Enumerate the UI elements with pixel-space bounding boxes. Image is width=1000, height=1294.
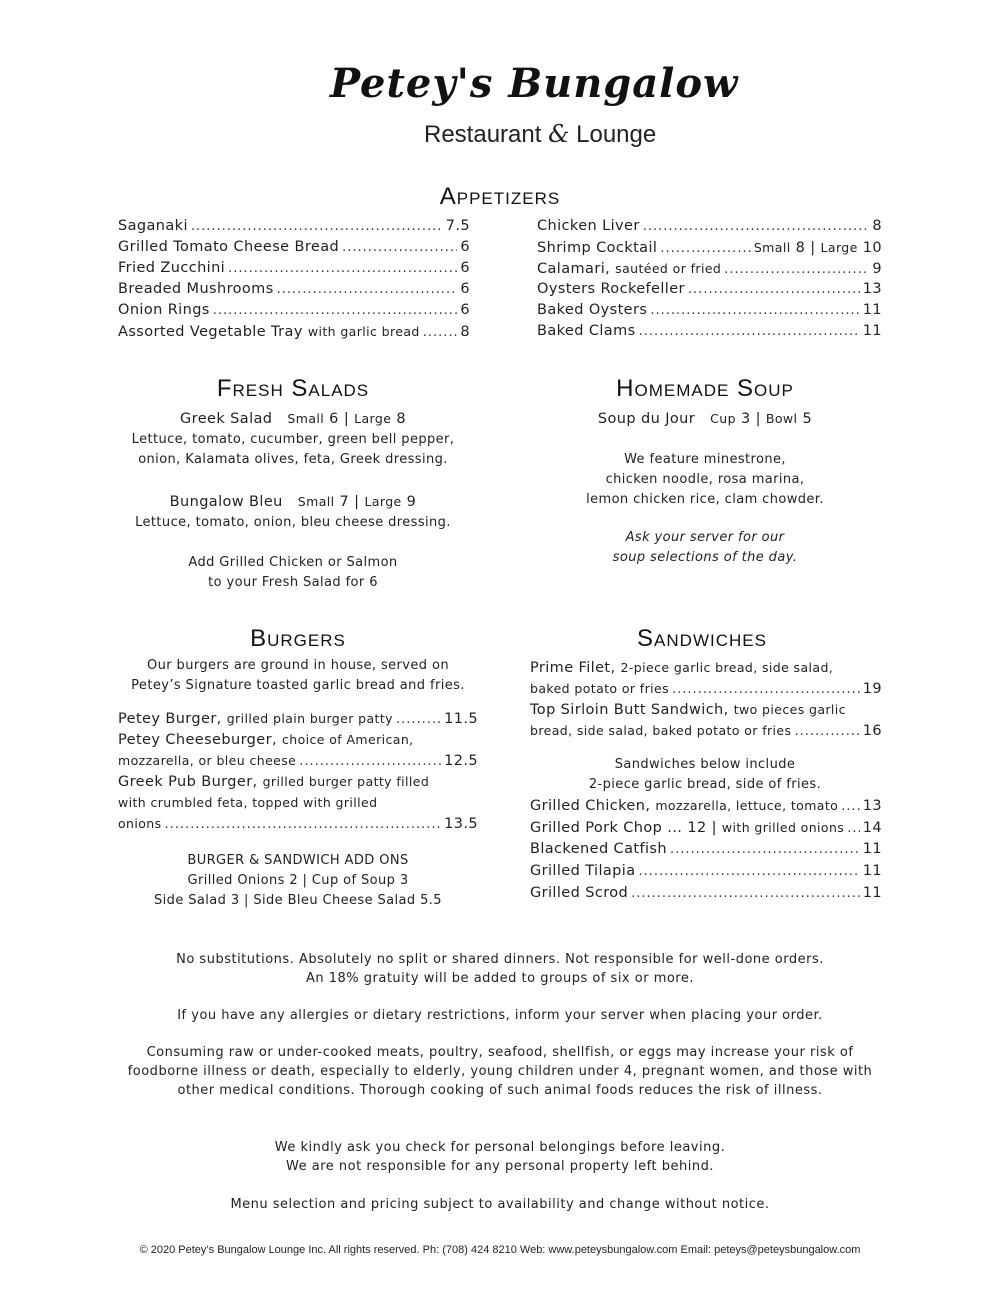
appetizers-heading: Appetizers [439, 183, 561, 210]
item-note: bread, side salad, baked potato or fries [530, 723, 792, 738]
fresh-salads-heading: Fresh Salads [216, 375, 370, 402]
item-name: Greek Pub Burger, [118, 774, 258, 790]
item-note: onions [118, 816, 162, 831]
soup-ask-text: soup selections of the day. [612, 550, 798, 565]
item-note: with garlic bread [307, 324, 420, 339]
item-description: onion, Kalamata olives, feta, Greek dressing. [138, 452, 448, 467]
menu-item [118, 300, 470, 321]
menu-item [537, 216, 882, 237]
item-name: Prime Filet, [530, 660, 616, 676]
menu-item [118, 321, 470, 342]
item-name: Shrimp Cocktail [537, 240, 658, 256]
size-label: Large [820, 240, 858, 255]
item-name: Calamari, [537, 261, 611, 277]
menu-item [537, 321, 882, 342]
item-description: Lettuce, tomato, onion, bleu cheese dressing. [135, 515, 451, 530]
item-note: grilled burger patty filled [262, 774, 430, 789]
item-name: Oysters Rockefeller [537, 281, 685, 297]
menu-item [537, 258, 882, 279]
pricing-notice-text: Menu selection and pricing subject to availability and change without notice. [230, 1197, 770, 1212]
item-price: 6 [460, 302, 470, 318]
item-price: 8 [460, 324, 470, 340]
item-price: 9 [872, 261, 882, 277]
item-price: 14 [862, 820, 882, 836]
sandwiches-note-text: Sandwiches below include [614, 757, 796, 772]
item-note: baked potato or fries [530, 681, 670, 696]
item-price: 13.5 [444, 816, 478, 832]
item-price: 13 [862, 281, 882, 297]
soup-feature-text: lemon chicken rice, clam chowder. [586, 492, 824, 507]
item-note: with grilled onions [721, 820, 845, 835]
item-note: mozzarella, lettuce, tomato [655, 798, 839, 813]
item-price: 8 [795, 240, 806, 256]
item-name: Top Sirloin Butt Sandwich, [530, 702, 729, 718]
item-name: Bungalow Bleu [169, 494, 283, 510]
item-name: Grilled Tomato Cheese Bread [118, 239, 340, 255]
burgers-list [118, 708, 478, 834]
item-note: with crumbled feta, topped with grilled [118, 795, 378, 810]
item-name: Grilled Pork Chop ... 12 | [530, 820, 717, 836]
item-name: Onion Rings [118, 302, 210, 318]
gratuity-text: An 18% gratuity will be added to groups of six or more. [305, 971, 694, 986]
greek-salad-line [98, 408, 488, 430]
menu-item [530, 795, 882, 816]
salad-addon-text: to your Fresh Salad for 6 [208, 575, 378, 590]
item-name: Baked Clams [537, 323, 636, 339]
soup-feature-text: We feature minestrone, [624, 452, 786, 467]
logo-subtitle-amp: & [548, 120, 570, 148]
item-price: 11 [862, 863, 882, 879]
item-price: 11 [862, 841, 882, 857]
item-name: Soup du Jour [597, 411, 696, 427]
homemade-soup-heading: Homemade Soup [616, 375, 794, 402]
consumer-warning-text: Consuming raw or under-cooked meats, poultry, seafood, shellfish, or eggs may increase your risk of [146, 1045, 854, 1060]
item-description: Lettuce, tomato, cucumber, green bell pepper, [131, 432, 455, 447]
size-label: Bowl [765, 411, 798, 426]
menu-item [118, 258, 470, 279]
size-label: Large [354, 411, 392, 426]
item-name: Greek Salad [180, 411, 273, 427]
sandwiches-heading: Sandwiches [637, 625, 767, 652]
consumer-warning-text: other medical conditions. Thorough cooking of such animal foods reduces the risk of illness. [177, 1083, 823, 1098]
size-label: Small [287, 411, 325, 426]
separator: | [354, 494, 360, 510]
item-name: Fried Zucchini [118, 260, 226, 276]
sandwiches-list [530, 657, 882, 741]
item-price: 6 [329, 411, 339, 427]
menu-item [530, 657, 882, 678]
sandwiches-items [530, 795, 882, 904]
menu-item [530, 699, 882, 720]
policy-text: No substitutions. Absolutely no split or shared dinners. Not responsible for well-done orders. [176, 952, 824, 967]
item-note: mozzarella, or bleu cheese [118, 753, 297, 768]
item-note: sautéed or fried [615, 261, 722, 276]
item-name: Blackened Catfish [530, 841, 667, 857]
item-name: Assorted Vegetable Tray [118, 324, 303, 340]
fresh-salads-section [98, 408, 488, 593]
menu-item [530, 839, 882, 860]
burgers-intro-text: Our burgers are ground in house, served on [147, 658, 449, 673]
salad-addon-text: Add Grilled Chicken or Salmon [188, 555, 398, 570]
size-label: Cup [710, 411, 736, 426]
menu-item [118, 237, 470, 258]
copyright-line: © 2020 Petey’s Bungalow Lounge Inc. All rights reserved. Ph: (708) 424 8210 Web: www.peteysbungalow.com Email: peteys@peteysbungalow.com [139, 1244, 861, 1256]
item-name: Grilled Tilapia [530, 863, 636, 879]
addons-section [98, 851, 498, 911]
item-price: 7 [339, 494, 350, 510]
item-price: 7.5 [445, 218, 470, 234]
footer-notices [60, 950, 940, 1214]
addons-text: Grilled Onions 2 | Cup of Soup 3 [187, 873, 409, 888]
item-price: 11 [862, 323, 882, 339]
item-price: 8 [872, 218, 882, 234]
addons-title: BURGER & SANDWICH ADD ONS [187, 853, 409, 868]
item-price: 12.5 [444, 753, 478, 769]
appetizers-right-column [537, 216, 882, 342]
soup-ask-text: Ask your server for our [625, 530, 785, 545]
burgers-intro [98, 656, 498, 696]
menu-item-cont [118, 750, 478, 771]
item-name: Petey Cheeseburger, [118, 732, 277, 748]
burgers-heading: Burgers [250, 625, 346, 652]
menu-item [118, 708, 478, 729]
menu-item [118, 279, 470, 300]
logo-subtitle-lounge: Lounge [576, 121, 657, 148]
item-name: Saganaki [118, 218, 188, 234]
item-note: choice of American, [282, 732, 414, 747]
item-note: grilled plain burger patty [226, 711, 393, 726]
item-name: Grilled Chicken, [530, 798, 651, 814]
separator: | [755, 411, 761, 427]
logo-subtitle [424, 120, 656, 149]
item-price: 3 [740, 411, 751, 427]
menu-item [537, 279, 882, 300]
menu-item [537, 300, 882, 321]
sandwiches-note-text: 2-piece garlic bread, side of fries. [588, 777, 822, 792]
item-note: two pieces garlic [733, 702, 846, 717]
menu-item [530, 883, 882, 904]
item-price: 11.5 [444, 711, 478, 727]
menu-item-cont [530, 720, 882, 741]
separator: | [343, 411, 350, 427]
soup-feature-text: chicken noodle, rosa marina, [605, 472, 805, 487]
belongings-text: We are not responsible for any personal property left behind. [286, 1159, 714, 1174]
menu-item-cont [118, 813, 478, 834]
bungalow-bleu-line [98, 491, 488, 513]
menu-item [118, 729, 478, 750]
menu-item-cont [530, 678, 882, 699]
homemade-soup-section [520, 408, 890, 568]
item-price: 9 [406, 494, 417, 510]
menu-item-cont [118, 792, 478, 813]
item-price: 11 [862, 302, 882, 318]
item-note: 2-piece garlic bread, side salad, [620, 660, 834, 675]
item-price: 19 [862, 681, 882, 697]
item-price: 6 [460, 260, 470, 276]
menu-item [530, 861, 882, 882]
size-label: Small [297, 494, 335, 509]
menu-item [530, 817, 882, 838]
allergy-text: If you have any allergies or dietary restrictions, inform your server when placing your order. [177, 1008, 823, 1023]
item-name: Petey Burger, [118, 711, 222, 727]
size-label: Small [753, 240, 791, 255]
soup-du-jour-line [520, 408, 890, 430]
item-price: 5 [802, 411, 813, 427]
separator: | [810, 240, 816, 256]
item-price: 10 [862, 240, 882, 256]
menu-item [118, 771, 478, 792]
belongings-text: We kindly ask you check for personal belongings before leaving. [274, 1140, 726, 1155]
item-price: 8 [396, 411, 406, 427]
appetizers-left-column [118, 216, 470, 342]
menu-item [537, 237, 882, 258]
item-name: Chicken Liver [537, 218, 640, 234]
burgers-intro-text: Petey’s Signature toasted garlic bread and fries. [131, 678, 465, 693]
item-name: Baked Oysters [537, 302, 648, 318]
menu-item [118, 216, 470, 237]
logo-subtitle-restaurant: Restaurant [424, 121, 542, 148]
addons-text: Side Salad 3 | Side Bleu Cheese Salad 5.5 [154, 893, 442, 908]
item-price: 16 [862, 723, 882, 739]
item-price: 6 [460, 239, 470, 255]
size-label: Large [364, 494, 402, 509]
sandwiches-below-note [520, 755, 890, 795]
item-name: Breaded Mushrooms [118, 281, 274, 297]
restaurant-logo: Petey's Bungalow [330, 60, 739, 107]
consumer-warning-text: foodborne illness or death, especially to elderly, young children under 4, pregnant women, and those with [127, 1064, 873, 1079]
item-price: 11 [862, 885, 882, 901]
item-name: Grilled Scrod [530, 885, 629, 901]
item-price: 6 [460, 281, 470, 297]
item-price: 13 [862, 798, 882, 814]
